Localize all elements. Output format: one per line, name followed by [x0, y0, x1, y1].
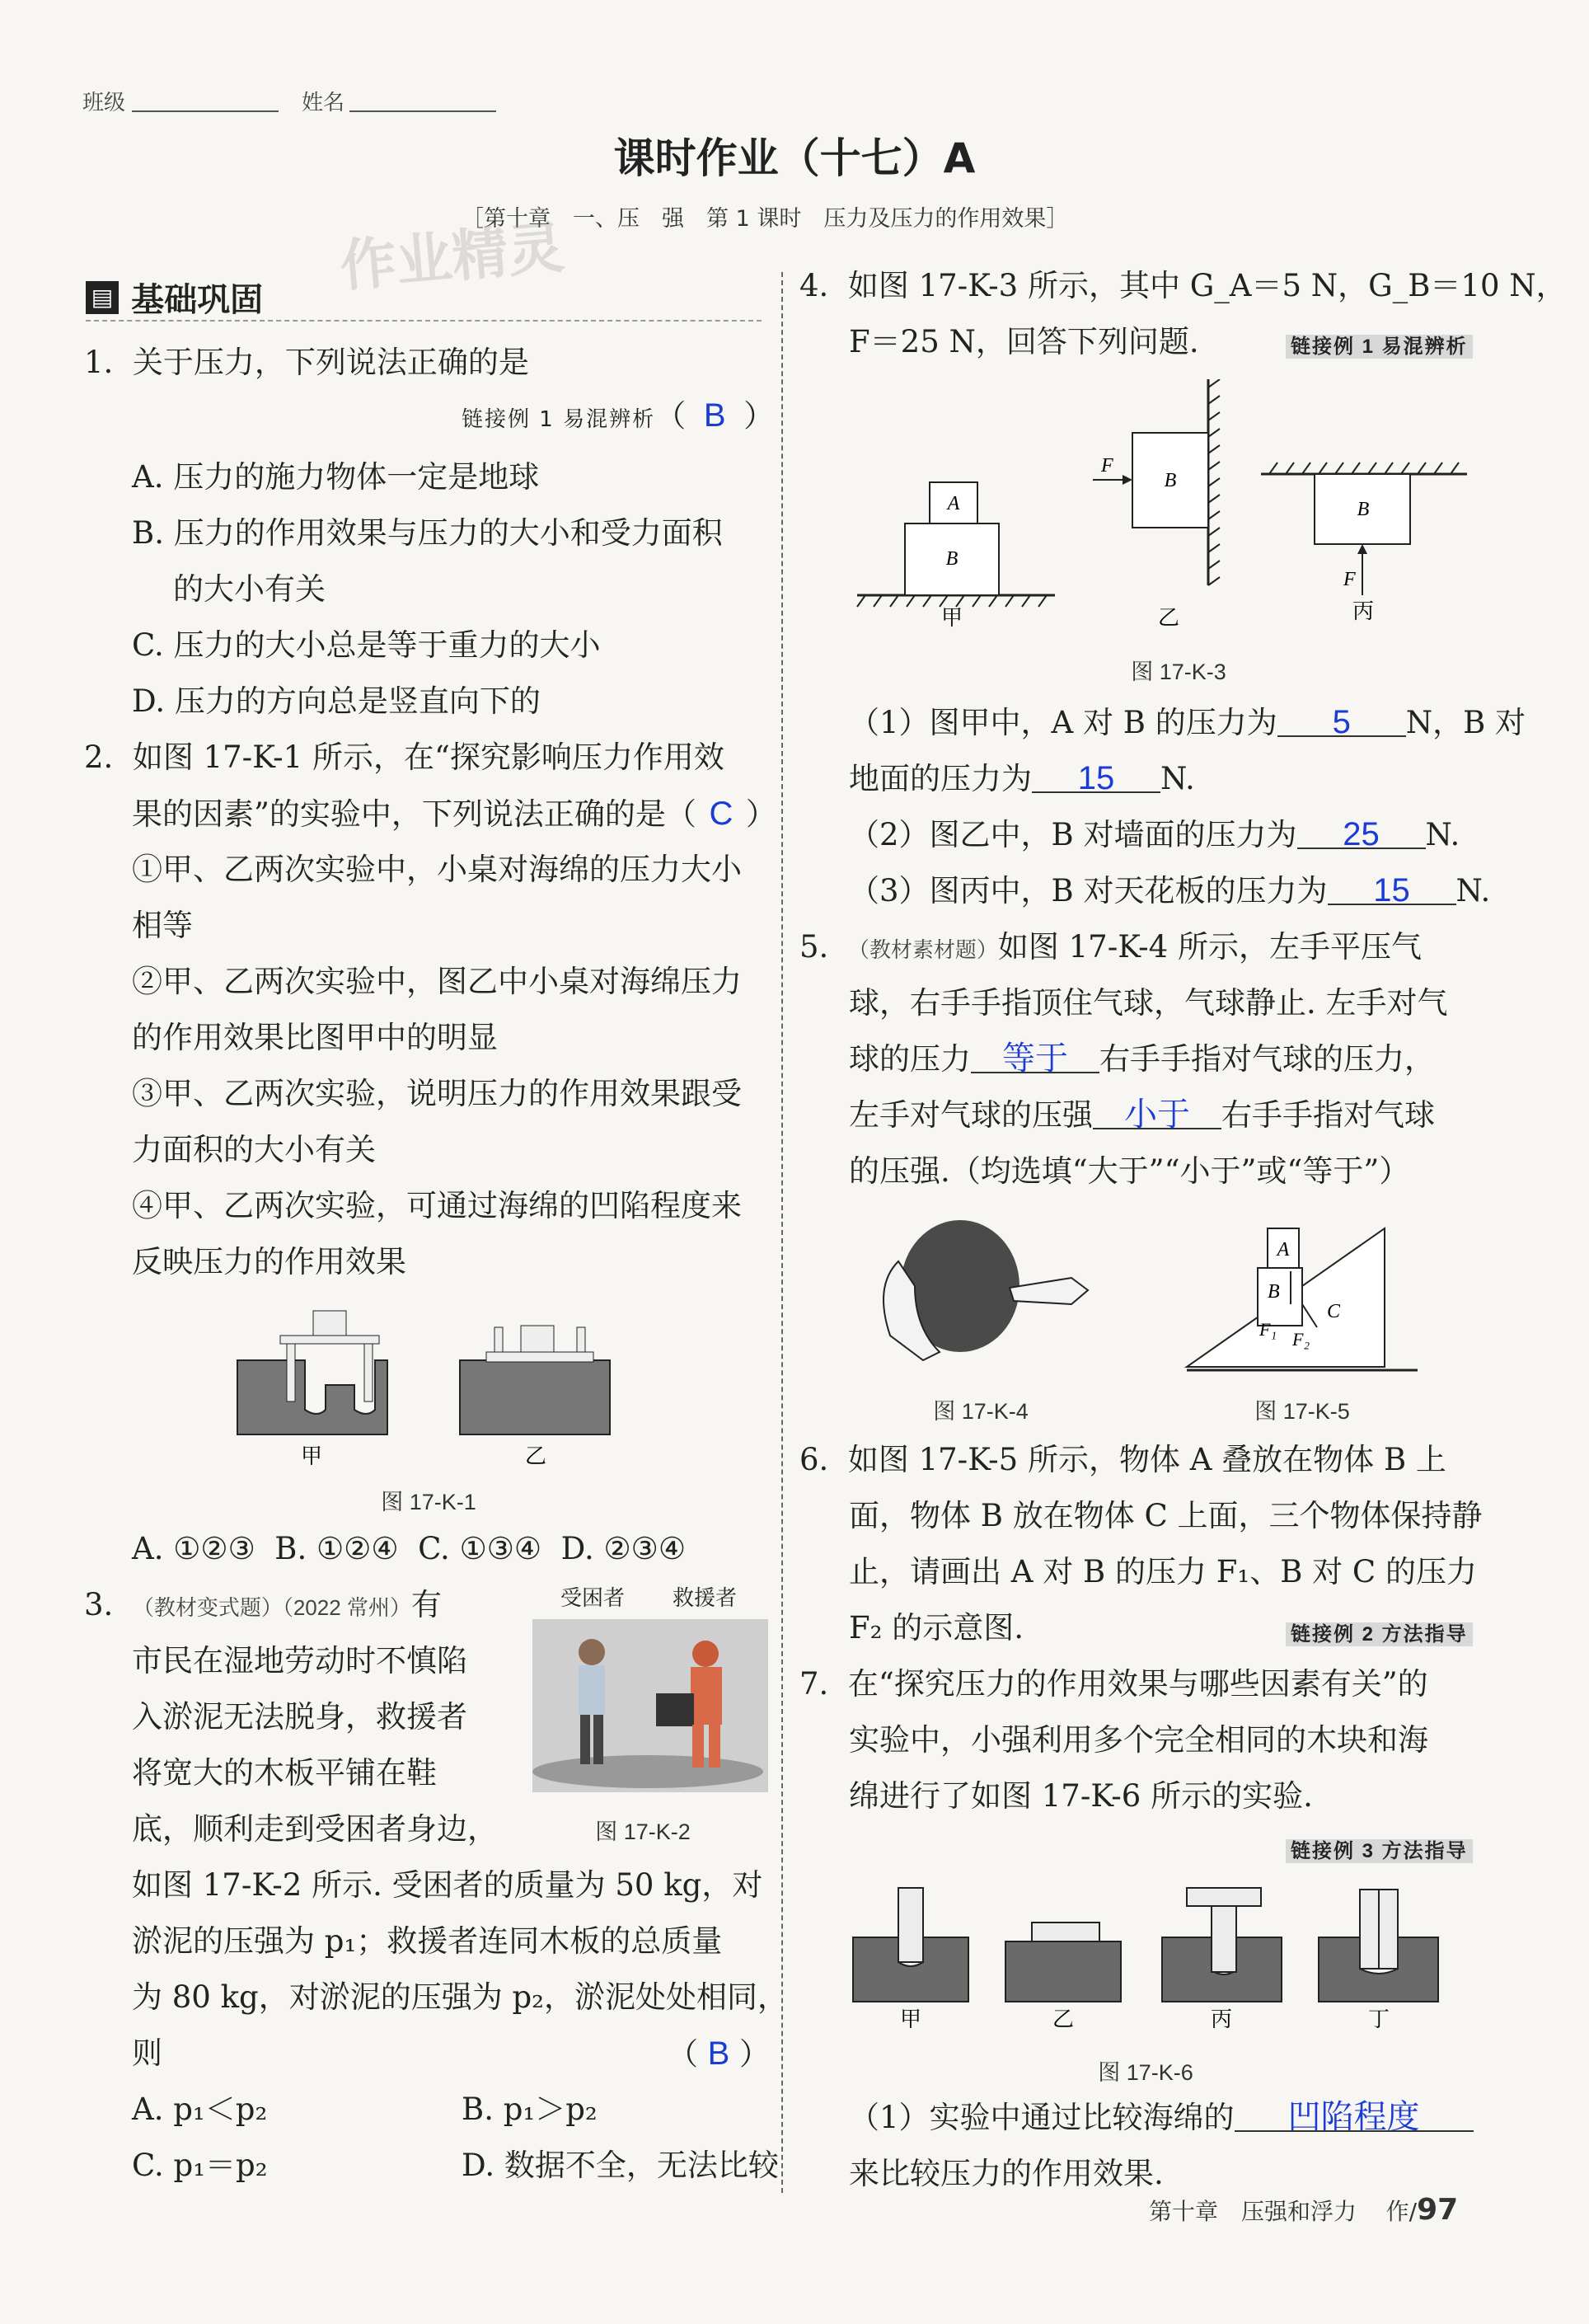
caption-17-K-2: 图 17-K-2 — [595, 1819, 691, 1844]
caption-17-K-6: 图 17-K-6 — [1098, 2060, 1193, 2085]
fig1-label-yi: 乙 — [524, 1444, 547, 1467]
q3-line5: 底，顺利走到受困者身边， — [132, 1811, 498, 1847]
caption-17-K-5: 图 17-K-5 — [1254, 1399, 1350, 1424]
q4-line2: F＝25 N，回答下列问题. — [849, 324, 1199, 359]
q7-line1: 7. 在“探究压力的作用效果与哪些因素有关”的 — [799, 1666, 1428, 1702]
q7-line2: 实验中，小强利用多个完全相同的木块和海 — [849, 1722, 1428, 1758]
fig5-label-f2: F₂ — [1292, 1329, 1310, 1350]
fig3-yi-force-f: F — [1101, 455, 1113, 477]
q4-sub1-line1: （1）图甲中，A 对 B 的压力为 5 N，B 对 — [849, 694, 1526, 752]
q7-sub1-line2: 来比较压力的作用效果. — [849, 2156, 1164, 2191]
q3-line1: 3. （教材变式题）（2022 常州）有 — [84, 1587, 442, 1622]
q3-answer-paren: （ B ） — [668, 2025, 770, 2083]
q7-tag: 链接例 3 方法指导 — [1286, 1834, 1473, 1863]
footer-chapter: 第十章 压强和浮力 — [1149, 2198, 1357, 2225]
q2-line1: 2. 如图 17-K-1 所示，在“探究影响压力作用效 — [84, 739, 724, 775]
caption-17-K-1: 图 17-K-1 — [381, 1490, 476, 1514]
q5-line3: 球的压力 等于 右手手指对气球的压力， — [849, 1031, 1435, 1088]
q4-sub2: （2）图乙中，B 对墙面的压力为 25 N. — [849, 806, 1460, 864]
name-blank[interactable] — [349, 110, 496, 112]
fig3-label-jia: 甲 — [940, 606, 963, 630]
footer-prefix: 作/ — [1385, 2198, 1418, 2225]
q2-item-3: ③甲、乙两次实验，说明压力的作用效果跟受 — [132, 1076, 742, 1111]
figure-17-K-3 — [849, 379, 1492, 643]
q2-item-1-cont: 相等 — [132, 908, 193, 943]
q3-answer[interactable]: B — [707, 2035, 730, 2072]
q6-line3: 止，请画出 A 对 B 的压力 F₁、B 对 C 的压力 — [849, 1554, 1478, 1589]
section-title: 基础巩固 — [131, 281, 264, 319]
q7-sub1-answer[interactable]: 凹陷程度 — [1287, 2099, 1420, 2135]
q1-option-d: D. 压力的方向总是竖直向下的 — [132, 683, 541, 719]
q1-tag-line: 链接例 1 易混辨析（ B ） — [462, 397, 775, 434]
class-blank[interactable] — [132, 110, 279, 112]
figure-17-K-6 — [849, 1871, 1492, 2028]
q3-line3: 入淤泥无法脱身，救援者 — [132, 1699, 467, 1735]
q3-line7: 淤泥的压强为 p₁；救援者连同木板的总质量 — [132, 1923, 723, 1959]
q4-sub1-answer2[interactable]: 15 — [1077, 760, 1115, 796]
q4-sub1-line2: 地面的压力为 15 N. — [849, 750, 1195, 808]
q5-answer2[interactable]: 小于 — [1124, 1096, 1190, 1133]
photo-label-victim: 受困者 — [560, 1585, 626, 1610]
q4-sub1-answer1[interactable]: 5 — [1332, 704, 1351, 740]
fig5-label-a: A — [1277, 1239, 1290, 1261]
fig6-label-bing: 丙 — [1210, 2007, 1233, 2028]
q1-stem: 1. 关于压力，下列说法正确的是 — [84, 345, 529, 380]
q4-sub2-answer[interactable]: 25 — [1343, 816, 1380, 852]
figure-17-K-5 — [1179, 1212, 1426, 1377]
q3-option-a: A. p₁＜p₂ — [132, 2092, 268, 2127]
fig6-label-jia: 甲 — [899, 2007, 922, 2028]
fig3-label-yi: 乙 — [1157, 606, 1180, 630]
fig5-label-b: B — [1268, 1281, 1280, 1303]
q3-option-c: C. p₁＝p₂ — [132, 2148, 268, 2183]
q4-line1: 4. 如图 17-K-3 所示，其中 G_A＝5 N，G_B＝10 N， — [799, 268, 1567, 303]
photo-17-K-2 — [532, 1619, 768, 1792]
q2-line2: 果的因素”的实验中，下列说法正确的是（ C ） — [132, 785, 776, 843]
q4-tag: 链接例 1 易混辨析 — [1286, 330, 1473, 359]
q4-sub3: （3）图丙中，B 对天花板的压力为 15 N. — [849, 862, 1490, 920]
book-icon: ▤ — [86, 281, 119, 314]
q1-option-a: A. 压力的施力物体一定是地球 — [132, 459, 540, 495]
q7-line3: 绵进行了如图 17-K-6 所示的实验. — [849, 1778, 1313, 1814]
q2-answer[interactable]: C — [709, 796, 734, 832]
q1-option-b: B. 压力的作用效果与压力的大小和受力面积 — [132, 515, 723, 551]
q2-item-2-cont: 的作用效果比图甲中的明显 — [132, 1020, 498, 1055]
fig3-jia-box-b: B — [945, 548, 959, 570]
q1-option-b-cont: 的大小有关 — [173, 571, 326, 607]
fig3-jia-box-a: A — [947, 493, 960, 514]
q3-line4: 将宽大的木板平铺在鞋 — [132, 1755, 437, 1791]
page-subtitle: ［第十章 一、压 强 第 1 课时 压力及压力的作用效果］ — [462, 206, 1069, 232]
class-label: 班级 — [82, 90, 126, 115]
q3-line6: 如图 17-K-2 所示. 受困者的质量为 50 kg，对 — [132, 1867, 763, 1903]
page-number: 97 — [1417, 2193, 1459, 2227]
q3-line2: 市民在湿地劳动时不慎陷 — [132, 1643, 467, 1678]
q2-options: A. ①②③ B. ①②④ C. ①③④ D. ②③④ — [132, 1531, 687, 1566]
q2-item-4-cont: 反映压力的作用效果 — [132, 1244, 406, 1279]
fig6-label-yi: 乙 — [1052, 2007, 1075, 2028]
q7-sub1-line1: （1）实验中通过比较海绵的 凹陷程度 — [849, 2089, 1474, 2147]
page-title: 课时作业（十七）A — [613, 134, 976, 182]
q5-line5: 的压强.（均选填“大于”“小于”或“等于”） — [849, 1153, 1410, 1189]
q2-item-3-cont: 力面积的大小有关 — [132, 1132, 376, 1167]
fig5-label-c: C — [1327, 1301, 1341, 1322]
q3-line8: 为 80 kg，对淤泥的压强为 p₂，淤泥处处相同， — [132, 1979, 788, 2015]
fig3-yi-box-b: B — [1164, 470, 1177, 491]
q6-line4: F₂ 的示意图. — [849, 1610, 1024, 1646]
q4-sub3-answer[interactable]: 15 — [1373, 872, 1410, 908]
fig3-label-bing: 丙 — [1352, 599, 1375, 623]
q2-item-4: ④甲、乙两次实验，可通过海绵的凹陷程度来 — [132, 1188, 742, 1223]
q6-line2: 面，物体 B 放在物体 C 上面，三个物体保持静 — [849, 1498, 1483, 1533]
q3-option-b: B. p₁＞p₂ — [462, 2092, 598, 2127]
q1-option-c: C. 压力的大小总是等于重力的大小 — [132, 627, 601, 663]
watermark: 作业精灵 — [337, 215, 567, 300]
q6-tag: 链接例 2 方法指导 — [1286, 1617, 1473, 1646]
caption-17-K-4: 图 17-K-4 — [933, 1399, 1029, 1424]
q5-line1: 5. （教材素材题）如图 17-K-4 所示，左手平压气 — [799, 929, 1422, 965]
fig6-label-ding: 丁 — [1367, 2007, 1390, 2028]
photo-label-rescuer: 救援者 — [673, 1585, 738, 1610]
q2-item-2: ②甲、乙两次实验中，图乙中小桌对海绵压力 — [132, 964, 742, 999]
name-label: 姓名 — [302, 90, 345, 115]
caption-17-K-3: 图 17-K-3 — [1131, 660, 1226, 684]
fig1-label-jia: 甲 — [300, 1444, 323, 1467]
q5-line2: 球，右手手指顶住气球，气球静止. 左手对气 — [849, 985, 1448, 1021]
q5-answer1[interactable]: 等于 — [1002, 1040, 1068, 1077]
fig5-label-f1: F₁ — [1259, 1319, 1277, 1340]
q2-item-1: ①甲、乙两次实验中，小桌对海绵的压力大小 — [132, 852, 742, 887]
q6-line1: 6. 如图 17-K-5 所示，物体 A 叠放在物体 B 上 — [799, 1442, 1446, 1477]
fig3-bing-box-b: B — [1357, 499, 1370, 520]
footer — [1149, 2193, 1458, 2227]
q3-line9: 则 — [132, 2035, 162, 2071]
q1-answer[interactable]: B — [703, 397, 726, 434]
section-header — [86, 274, 263, 321]
q5-line4: 左手对气球的压强 小于 右手手指对气球 — [849, 1087, 1435, 1144]
fig3-bing-force-f: F — [1343, 569, 1356, 590]
figure-17-K-1 — [223, 1294, 618, 1467]
q3-option-d: D. 数据不全，无法比较 — [462, 2148, 779, 2183]
figure-17-K-4 — [865, 1212, 1096, 1369]
